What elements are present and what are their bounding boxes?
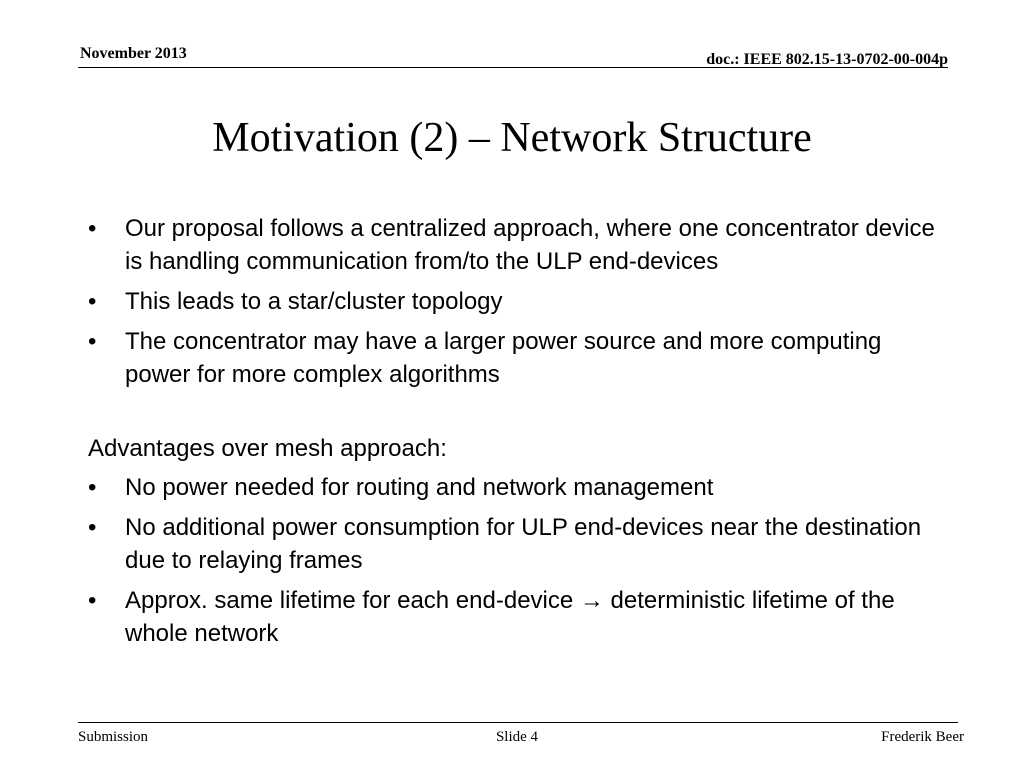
bullet-dot-icon: • [88, 288, 97, 315]
bullet-item [88, 471, 948, 504]
spacer [88, 398, 948, 432]
bullet-dot-icon: • [88, 514, 97, 541]
bullet-text: Our proposal follows a centralized approach, where one concentrator device is handling communication from/to the ULP end-devices [125, 215, 935, 275]
header-date: November 2013 [80, 45, 187, 62]
bullet-dot-icon: • [88, 474, 97, 501]
bullet-text: This leads to a star/cluster topology [125, 288, 503, 315]
slide-title: Motivation (2) – Network Structure [212, 115, 812, 161]
footer-slide-number: Slide 4 [495, 729, 539, 745]
footer-divider [78, 722, 958, 723]
footer-submission: Submission [78, 729, 149, 745]
bullet-item [88, 584, 948, 650]
bullet-item [88, 511, 948, 577]
footer-author: Frederik Beer [881, 729, 964, 745]
bullet-dot-icon: • [88, 215, 97, 242]
header-document-id: doc.: IEEE 802.15-13-0702-00-004p [706, 51, 948, 68]
bullet-text: No power needed for routing and network management [125, 474, 714, 501]
bullet-dot-icon: • [88, 587, 97, 614]
advantages-heading: Advantages over mesh approach: [88, 435, 447, 462]
bullet-list-advantages [88, 471, 948, 650]
slide-body [88, 212, 948, 657]
bullet-dot-icon: • [88, 328, 97, 355]
bullet-item [88, 325, 948, 391]
bullet-text: Approx. same lifetime for each end-device → deterministic lifetime of the whole network [125, 587, 895, 647]
header-divider [78, 67, 948, 68]
bullet-item [88, 212, 948, 278]
bullet-text: No additional power consumption for ULP end-devices near the destination due to relaying frames [125, 514, 922, 574]
bullet-item [88, 285, 948, 318]
bullet-text: The concentrator may have a larger power source and more computing power for more complex algorithms [125, 328, 882, 388]
bullet-list-structure [88, 212, 948, 391]
